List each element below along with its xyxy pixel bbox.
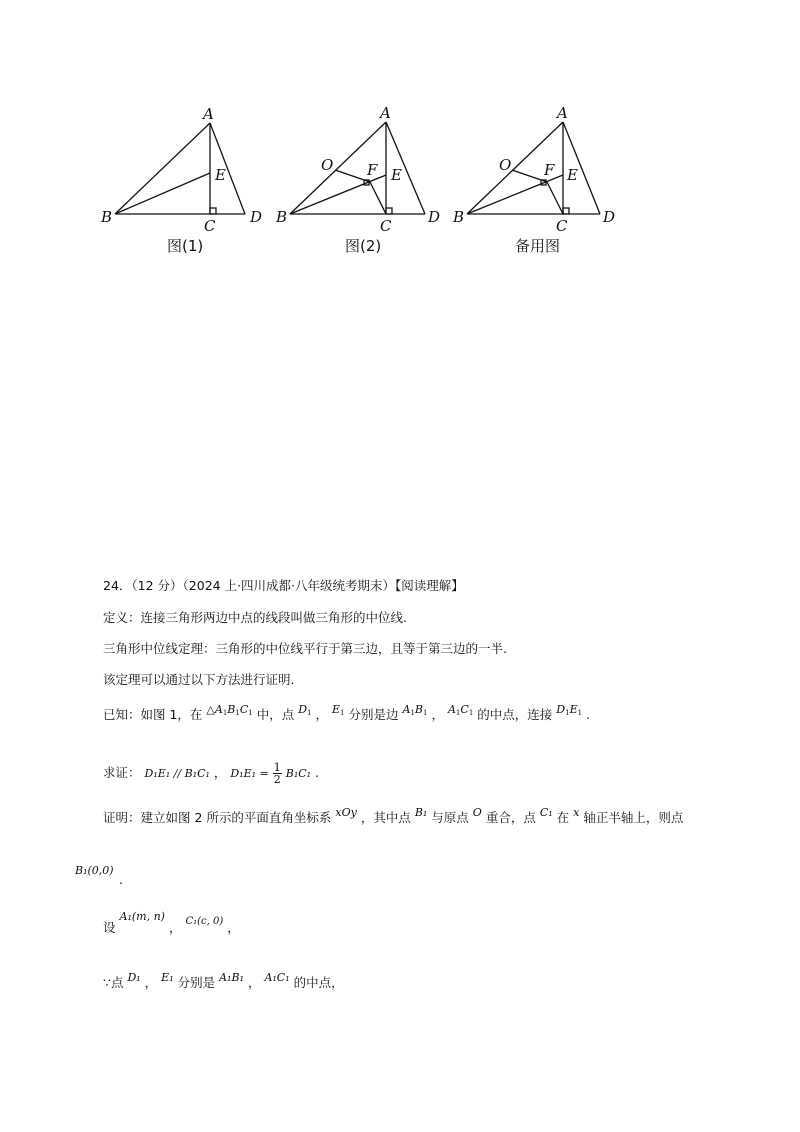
because-symbol: ∵ [103, 975, 111, 990]
method-text: 该定理可以通过以下方法进行证明. [103, 672, 295, 687]
segment-d1e1: D1E1 [556, 703, 583, 717]
fig2-label-f: F [367, 161, 378, 179]
b1-coordinate-line [75, 862, 114, 879]
fraction-one-half: $\frac{1}{2}$ [273, 761, 281, 786]
figure-3 [467, 122, 600, 214]
since-point-d1: D₁ [127, 971, 141, 984]
fig2-label-c: C [380, 217, 392, 235]
given-comma-2: ， [431, 707, 444, 722]
since-line [103, 971, 344, 992]
set-label: 设 [103, 920, 116, 935]
proof-text-2: ，其中点 [360, 810, 411, 825]
fig3-label-o: O [499, 156, 512, 174]
figure-2 [290, 122, 425, 214]
a1-coordinate: A₁(m, n) [119, 910, 165, 923]
since-sep-2: ， [247, 975, 261, 990]
figures-row [95, 100, 655, 264]
prove-label: 求证： [103, 765, 141, 780]
prove-parallel: D₁E₁ // B₁C₁ [144, 767, 210, 780]
given-comma-1: ， [315, 707, 329, 722]
set-line [103, 910, 240, 938]
fig3-label-c: C [556, 217, 568, 235]
given-text-3: 分别是边 [348, 707, 399, 722]
proof-text-1: 证明：建立如图 2 所示的平面直角坐标系 [103, 810, 332, 825]
fig1-caption: 图(1) [167, 237, 204, 255]
point-c1: C₁ [539, 806, 553, 819]
prove-eq-left: D₁E₁ = [230, 767, 269, 780]
proof-text-6: 轴正半轴上，则点 [583, 810, 684, 825]
since-text-1: 点 [110, 975, 124, 990]
given-line [103, 703, 591, 727]
point-e1: E1 [332, 703, 345, 717]
point-b1: B₁ [414, 806, 428, 819]
fig2-label-e: E [391, 166, 402, 184]
theorem-text: 三角形中位线定理：三角形的中位线平行于第三边，且等于第三边的一半. [103, 641, 507, 656]
fig3-label-a: A [557, 104, 568, 122]
fig3-label-d: D [603, 208, 616, 226]
b1-coordinate: B₁(0,0) [75, 864, 114, 877]
definition-text: 定义：连接三角形两边中点的线段叫做三角形的中位线. [103, 610, 407, 625]
fig2-label-b: B [276, 208, 288, 226]
fig2-label-d: D [428, 208, 441, 226]
fig1-label-a: A [203, 105, 214, 123]
proof-line [103, 806, 684, 827]
side-a1b1: A1B1 [402, 703, 428, 717]
prove-line [103, 762, 319, 785]
side-a1c1: A1C1 [447, 703, 474, 717]
origin-o: O [472, 806, 482, 819]
prove-end: . [315, 765, 320, 780]
geometry-figures [95, 100, 655, 260]
proof-text-5: 在 [556, 810, 570, 825]
proof-text-3: 与原点 [431, 810, 469, 825]
given-text-2: 中，点 [256, 707, 295, 722]
fig3-caption: 备用图 [515, 237, 561, 255]
fig1-label-d: D [250, 208, 263, 226]
prove-sep: ， [213, 765, 227, 780]
since-side-a1c1: A₁C₁ [264, 971, 290, 984]
fig3-label-f: F [544, 161, 555, 179]
axis-x: x [573, 806, 580, 819]
since-text-3: 的中点， [293, 975, 344, 990]
set-sep: ， [168, 920, 182, 935]
fig2-label-a: A [380, 104, 391, 122]
proof-text-4: 重合，点 [485, 810, 536, 825]
since-point-e1: E₁ [161, 971, 174, 984]
triangle-a1b1c1: △A1B1C1 [206, 703, 253, 717]
coord-system-xoy: xOy [335, 806, 357, 819]
fig1-label-b: B [101, 208, 113, 226]
prove-eq-right: B₁C₁ [285, 767, 312, 780]
since-sep-1: ， [144, 975, 158, 990]
fig2-caption: 图(2) [345, 237, 382, 255]
since-side-a1b1: A₁B₁ [219, 971, 244, 984]
given-end: . [586, 707, 591, 722]
fig1-label-e: E [215, 166, 226, 184]
fig2-label-o: O [321, 156, 334, 174]
given-text-1: 已知：如图 1，在 [103, 707, 203, 722]
fig3-label-e: E [567, 166, 578, 184]
given-text-4: 的中点，连接 [477, 707, 553, 722]
point-d1: D1 [298, 703, 312, 717]
b1-coordinate-dot: . [119, 872, 123, 887]
fig3-label-b: B [453, 208, 465, 226]
since-text-2: 分别是 [177, 975, 216, 990]
fig1-label-c: C [204, 217, 216, 235]
problem-header: 24．（12 分）（2024 上·四川成都·八年级统考期末）【阅读理解】 [103, 578, 464, 593]
c1-coordinate: C₁(c, 0) [185, 916, 224, 927]
set-end: ， [227, 920, 240, 935]
